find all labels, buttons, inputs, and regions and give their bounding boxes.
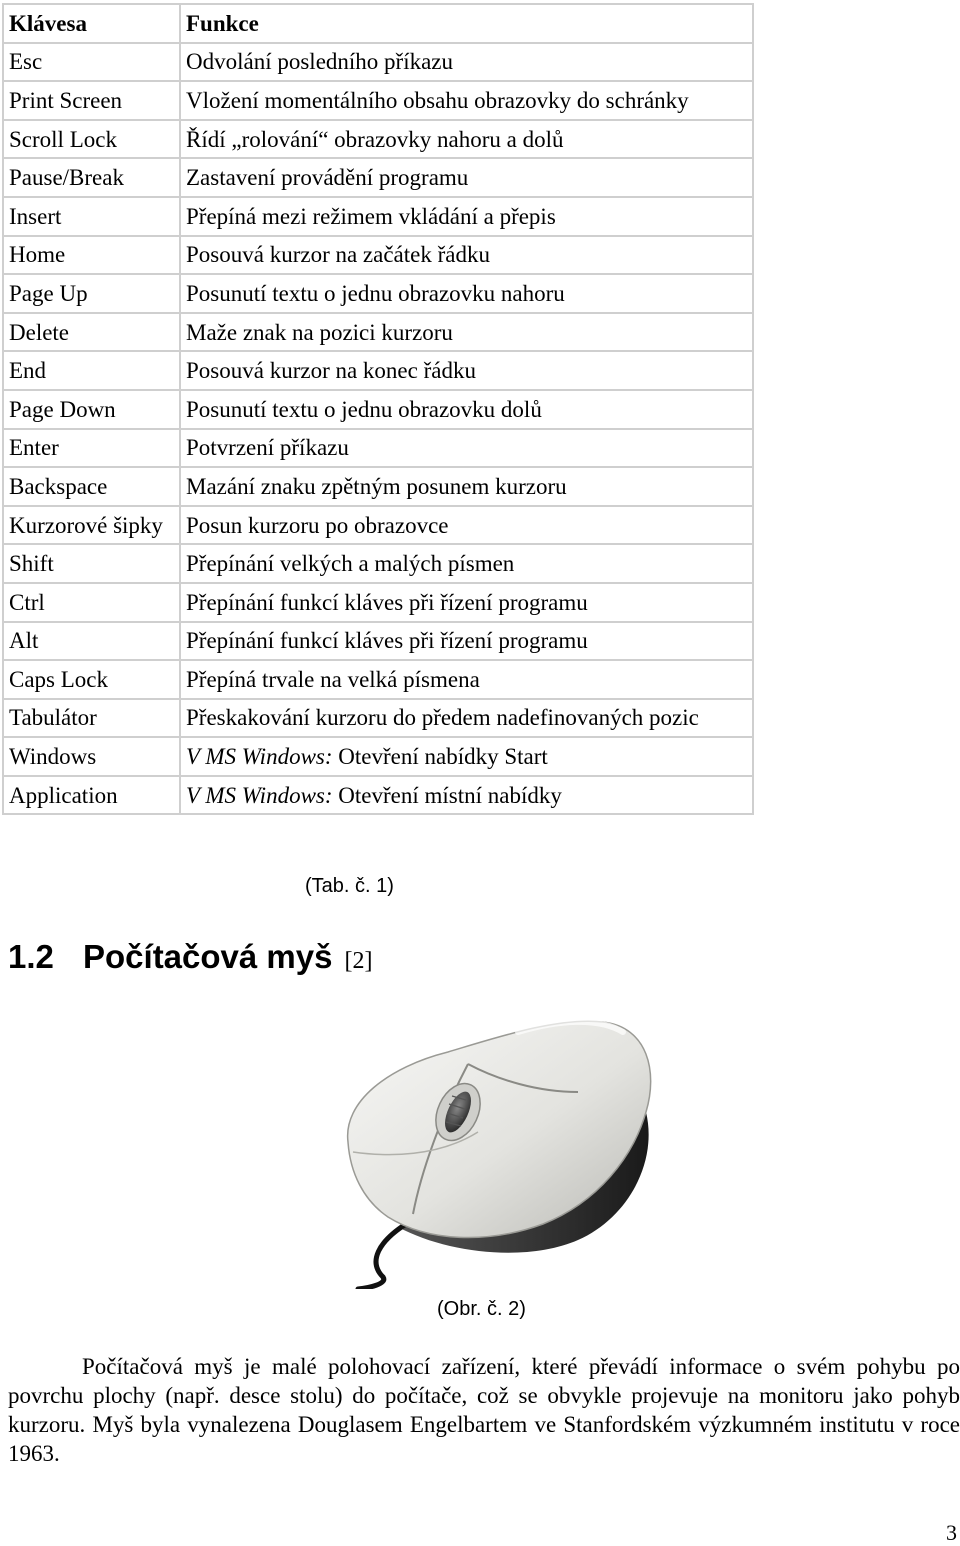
function-cell: Vložení momentálního obsahu obrazovky do schránky <box>180 81 753 120</box>
function-cell: Posunutí textu o jednu obrazovku dolů <box>180 390 753 429</box>
table-row <box>3 274 753 313</box>
table-row <box>3 120 753 159</box>
table-row <box>3 158 753 197</box>
section-heading <box>8 938 372 976</box>
key-cell: Alt <box>3 622 180 661</box>
table-row <box>3 313 753 352</box>
table-row <box>3 390 753 429</box>
key-cell: Caps Lock <box>3 660 180 699</box>
table-row <box>3 506 753 545</box>
section-reference: [2] <box>344 948 373 974</box>
function-cell: Posunutí textu o jednu obrazovku nahoru <box>180 274 753 313</box>
key-cell: Shift <box>3 544 180 583</box>
table-row <box>3 81 753 120</box>
function-prefix: V MS Windows: <box>186 782 333 808</box>
table-row <box>3 236 753 275</box>
table-row <box>3 737 753 776</box>
function-cell: Posouvá kurzor na konec řádku <box>180 351 753 390</box>
keys-table <box>2 3 754 815</box>
figure-caption: (Obr. č. 2) <box>437 1298 526 1320</box>
key-cell: Enter <box>3 429 180 468</box>
section-title: Počítačová myš <box>83 938 333 975</box>
key-cell: Delete <box>3 313 180 352</box>
table-header-row <box>3 4 753 43</box>
key-cell: Insert <box>3 197 180 236</box>
body-paragraph: Počítačová myš je malé polohovací zařízení, které převádí informace o svém pohybu po povrchu plochy (např. desce stolu) do počítače, což se obvykle projevuje na monitoru jako pohyb kurzoru. Myš byla vynalezena Douglasem Engelbartem ve Stanfordském výzkumném institutu v roce 1963. <box>8 1354 960 1466</box>
header-function: Funkce <box>180 4 753 43</box>
function-cell: Přeskakování kurzoru do předem nadefinovaných pozic <box>180 699 753 738</box>
function-cell <box>180 776 753 815</box>
key-cell: Pause/Break <box>3 158 180 197</box>
table-row <box>3 429 753 468</box>
key-cell: Scroll Lock <box>3 120 180 159</box>
function-cell: Posun kurzoru po obrazovce <box>180 506 753 545</box>
key-cell: Tabulátor <box>3 699 180 738</box>
table-row <box>3 544 753 583</box>
function-cell: Zastavení provádění programu <box>180 158 753 197</box>
table-row <box>3 622 753 661</box>
key-cell: Application <box>3 776 180 815</box>
function-cell <box>180 737 753 776</box>
table-row <box>3 583 753 622</box>
key-cell: End <box>3 351 180 390</box>
table-row <box>3 197 753 236</box>
table-row <box>3 699 753 738</box>
function-cell: Maže znak na pozici kurzoru <box>180 313 753 352</box>
function-prefix: V MS Windows: <box>186 744 333 770</box>
key-cell: Backspace <box>3 467 180 506</box>
function-cell: Přepínání funkcí kláves při řízení programu <box>180 622 753 661</box>
key-cell: Ctrl <box>3 583 180 622</box>
function-cell: Přepínání funkcí kláves při řízení programu <box>180 583 753 622</box>
key-cell: Page Down <box>3 390 180 429</box>
key-cell: Esc <box>3 43 180 82</box>
computer-mouse-photo <box>328 992 669 1289</box>
function-cell: Odvolání posledního příkazu <box>180 43 753 82</box>
function-cell: Přepínání velkých a malých písmen <box>180 544 753 583</box>
key-cell: Page Up <box>3 274 180 313</box>
key-cell: Kurzorové šipky <box>3 506 180 545</box>
table-row <box>3 660 753 699</box>
function-cell: Potvrzení příkazu <box>180 429 753 468</box>
page-number: 3 <box>946 1520 957 1545</box>
key-cell: Windows <box>3 737 180 776</box>
header-key: Klávesa <box>3 4 180 43</box>
table-row <box>3 467 753 506</box>
function-cell: Přepíná trvale na velká písmena <box>180 660 753 699</box>
function-cell: Přepíná mezi režimem vkládání a přepis <box>180 197 753 236</box>
function-cell: Mazání znaku zpětným posunem kurzoru <box>180 467 753 506</box>
function-cell: Řídí „rolování“ obrazovky nahoru a dolů <box>180 120 753 159</box>
key-cell: Home <box>3 236 180 275</box>
table-row <box>3 776 753 815</box>
key-cell: Print Screen <box>3 81 180 120</box>
section-number: 1.2 <box>8 938 54 975</box>
table-caption: (Tab. č. 1) <box>305 875 394 897</box>
function-text: Otevření nabídky Start <box>332 744 548 770</box>
table-row <box>3 43 753 82</box>
table-row <box>3 351 753 390</box>
function-text: Otevření místní nabídky <box>332 782 562 808</box>
function-cell: Posouvá kurzor na začátek řádku <box>180 236 753 275</box>
